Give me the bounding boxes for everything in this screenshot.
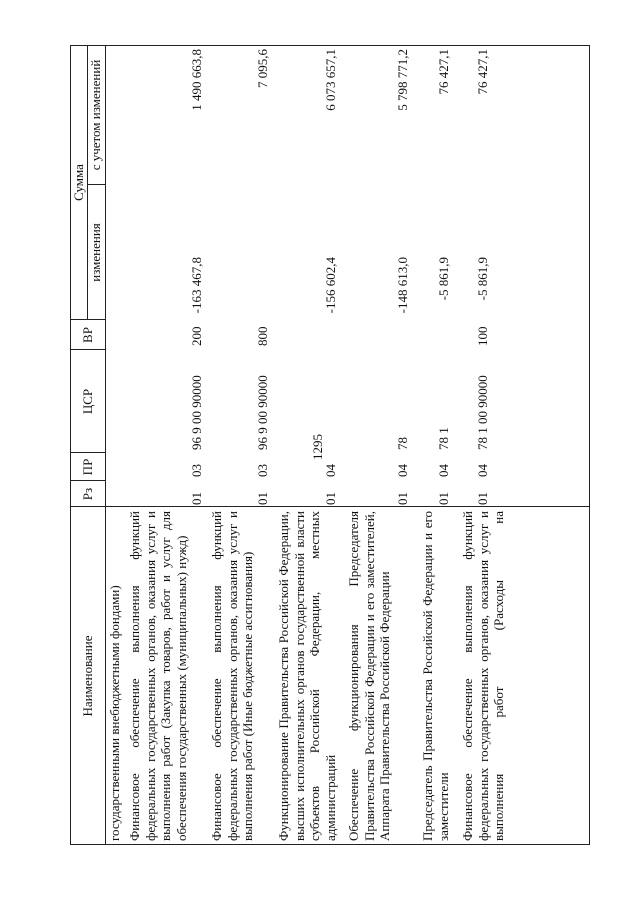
row-5-changes: -5 861,9 <box>436 257 451 301</box>
page-number: 1295 <box>310 434 325 460</box>
header-name: Наименование <box>79 635 95 717</box>
row-3-rz: 01 <box>323 492 338 505</box>
header-csr: ЦСР <box>79 388 95 415</box>
header-with-changes: с учетом изменений <box>88 59 103 171</box>
row-4-pr: 04 <box>395 464 410 477</box>
header-changes: изменения <box>88 223 104 282</box>
row-1-pr: 03 <box>189 464 204 477</box>
row-1-changes: -163 467,8 <box>189 257 204 314</box>
row-2-csr: 96 9 00 90000 <box>255 375 270 450</box>
budget-table <box>70 45 590 845</box>
row-3-name: Функционирование Правительства Российской Федерации, высших исполнительных органов государственной власти субъектов Российской Федерации, местных администраций <box>276 511 338 841</box>
row-2-rz: 01 <box>255 492 270 505</box>
row-5-pr: 04 <box>436 464 451 477</box>
row-5-name: Председатель Правительства Российской Федерации и его заместители <box>420 511 451 841</box>
row-2-with-changes: 7 095,6 <box>255 49 270 88</box>
row-6-name: Финансовое обеспечение выполнения функций федеральных государственных органов, оказания услуг и выполнения работ (Расходы на <box>460 511 506 841</box>
row-1-csr: 96 9 00 90000 <box>189 375 204 450</box>
row-5-rz: 01 <box>436 492 451 505</box>
row-1-rz: 01 <box>189 492 204 505</box>
row-5-csr: 78 1 <box>436 427 451 450</box>
header-pr: ПР <box>79 458 95 476</box>
row-4-rz: 01 <box>395 492 410 505</box>
row-1-vr: 200 <box>189 326 204 346</box>
row-5-with-changes: 76 427,1 <box>436 49 451 95</box>
row-6-changes: -5 861,9 <box>475 257 490 301</box>
row-2-pr: 03 <box>255 464 270 477</box>
row-4-changes: -148 613,0 <box>395 257 410 314</box>
row-2-vr: 800 <box>255 326 270 346</box>
header-sum: Сумма <box>70 164 86 201</box>
row-3-with-changes: 6 073 657,1 <box>323 49 338 111</box>
row-2-name: Финансовое обеспечение выполнения функций федеральных государственных органов, оказания услуг и выполнения работ (Иные бюджетные ассигнования) <box>209 511 255 841</box>
header-rz: Рз <box>79 487 95 501</box>
row-4-with-changes: 5 798 771,2 <box>395 49 410 111</box>
header-vr: ВР <box>79 327 95 343</box>
row-4-csr: 78 <box>395 437 410 450</box>
row-1-name: Финансовое обеспечение выполнения функций федеральных государственных органов, оказания услуг и выполнения работ (Закупка товаров, работ и услуг для обеспечения государственных (муниципальных) нужд) <box>127 511 189 841</box>
row-6-vr: 100 <box>475 326 490 346</box>
row-0-name: государственными внебюджетными фондами) <box>107 585 122 841</box>
row-6-pr: 04 <box>475 464 490 477</box>
row-6-rz: 01 <box>475 492 490 505</box>
row-4-name: Обеспечение функционирования Председателя Правительства Российской Федерации и его заместителей, Аппарата Правительства Российской Федерации <box>346 511 392 841</box>
row-1-with-changes: 1 490 663,8 <box>189 49 204 111</box>
row-3-pr: 04 <box>323 464 338 477</box>
row-6-with-changes: 76 427,1 <box>475 49 490 95</box>
row-3-changes: -156 602,4 <box>323 257 338 314</box>
row-6-csr: 78 1 00 90000 <box>475 375 490 450</box>
